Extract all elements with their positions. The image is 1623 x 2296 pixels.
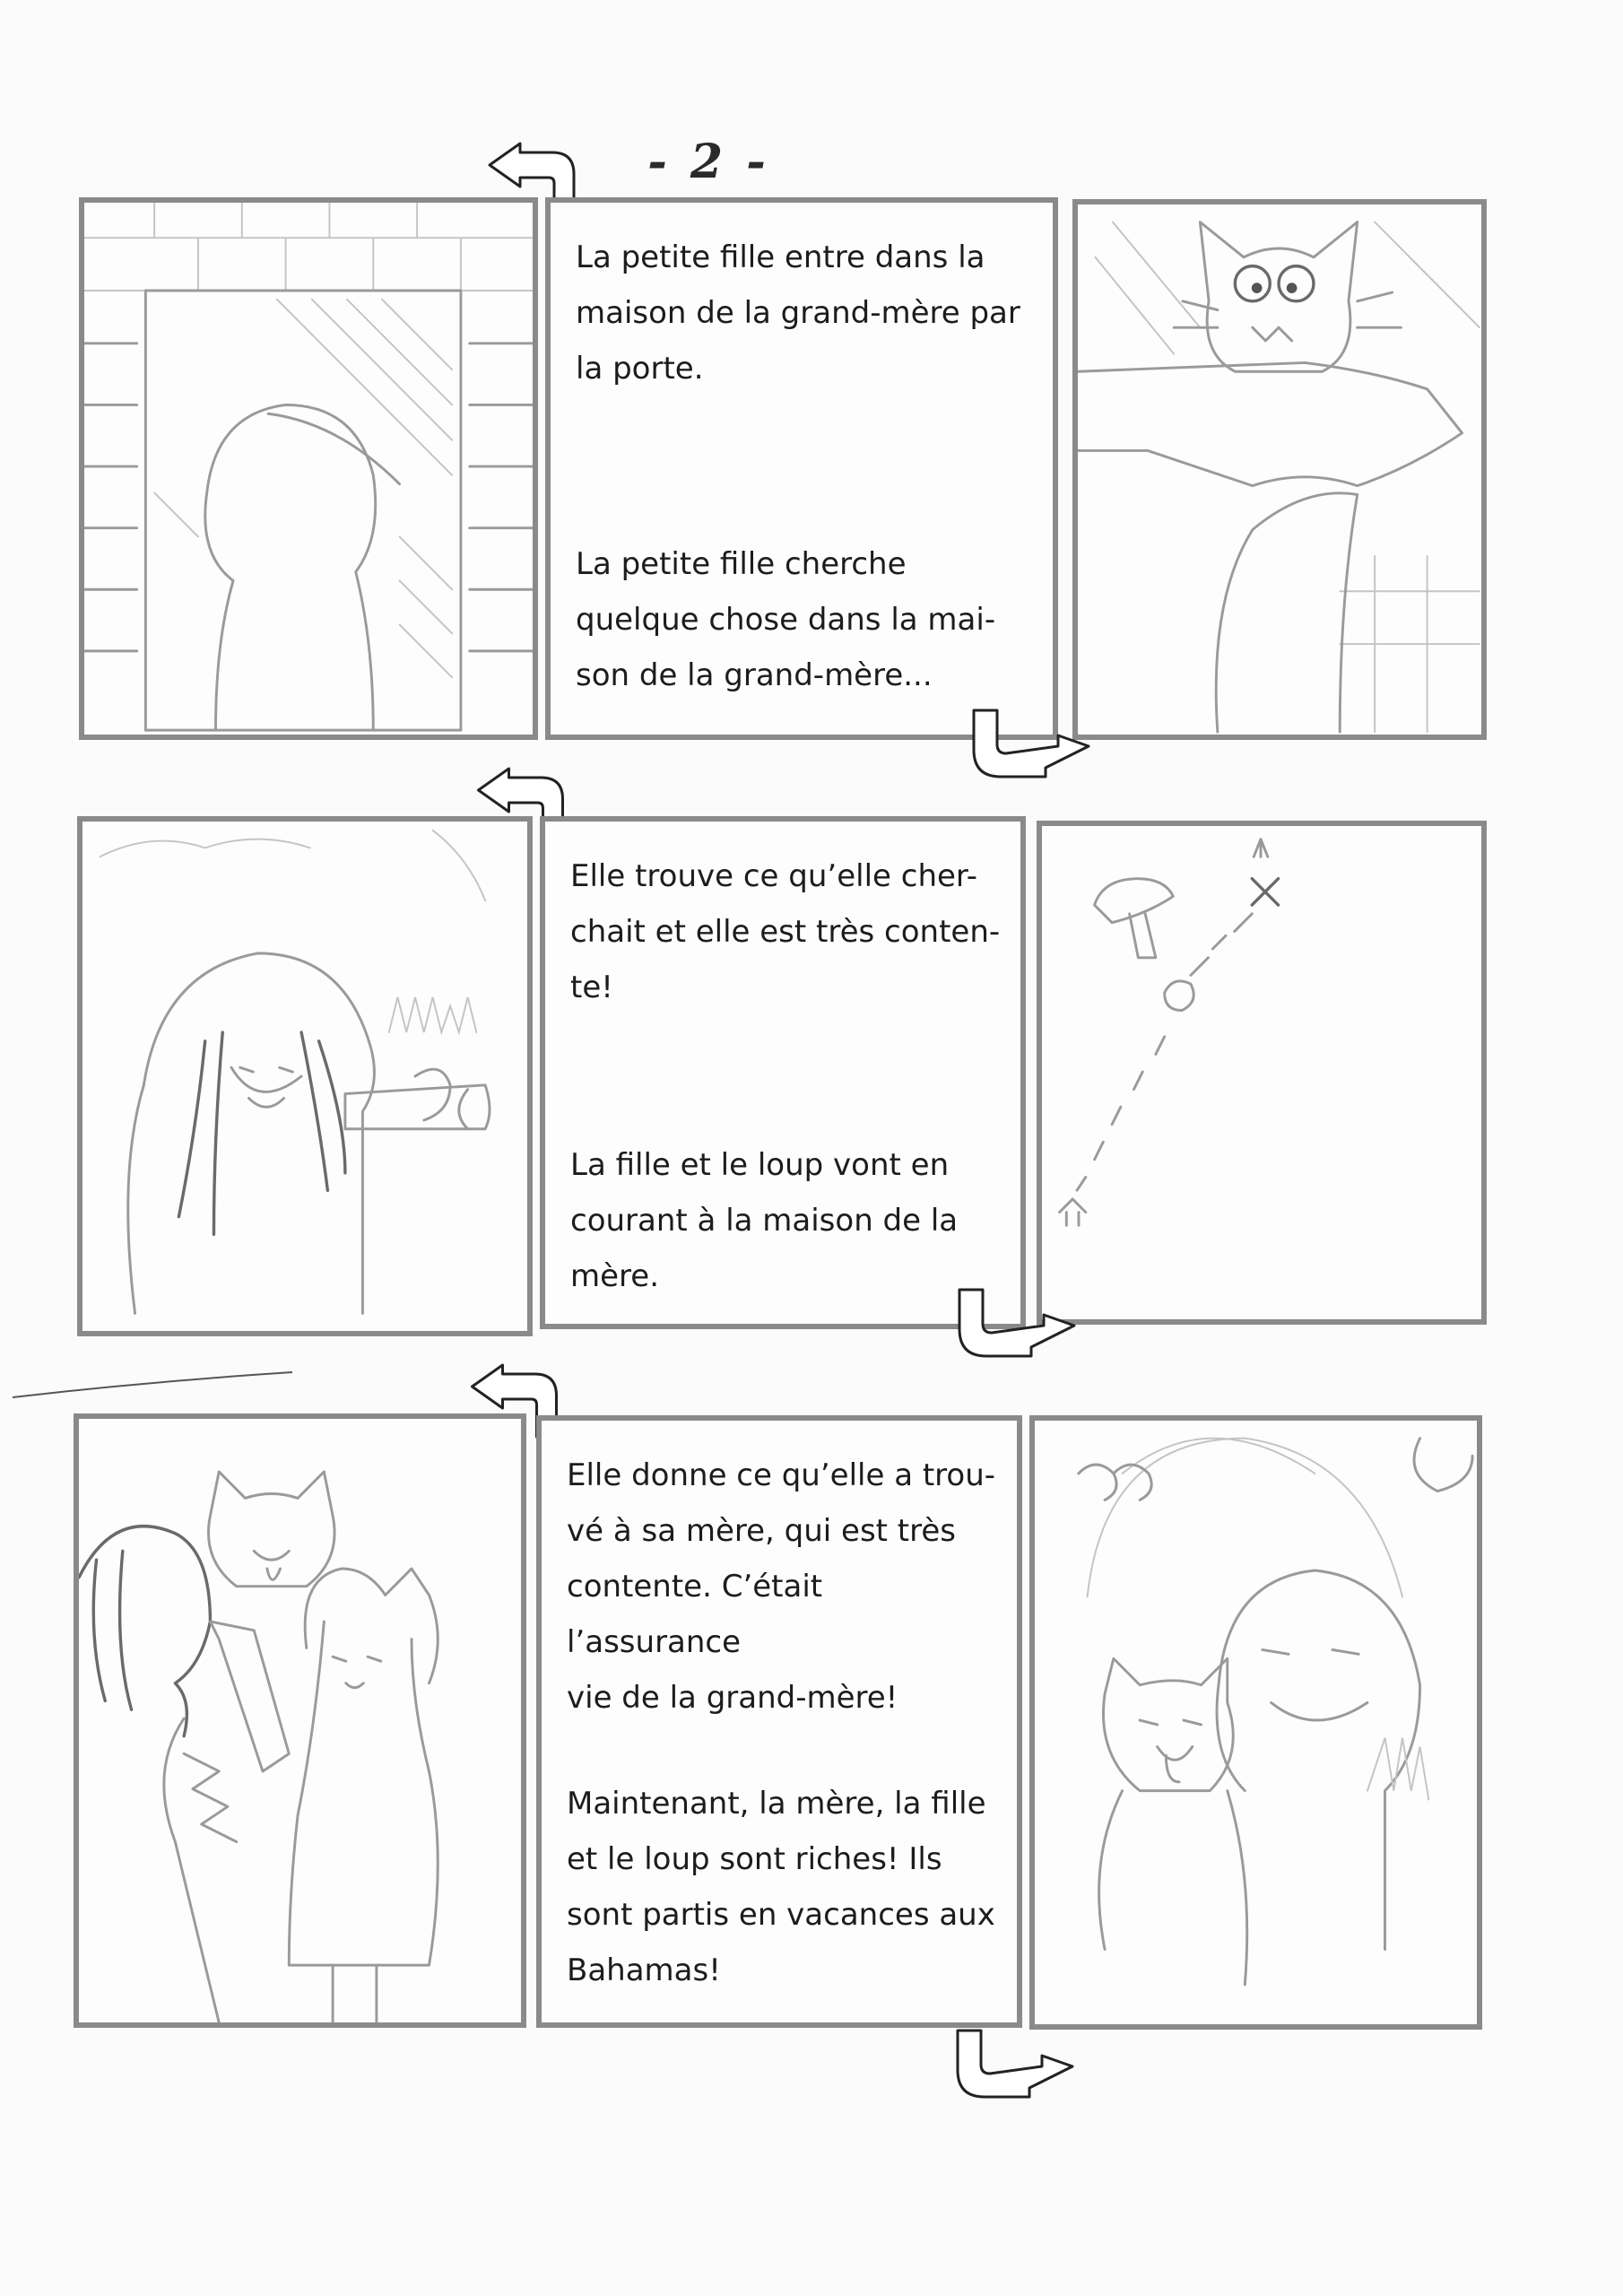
panel-doorway <box>79 197 538 740</box>
caption-text-1b: La petite fille cherche quelque chose dans la mai- son de la grand-mère... <box>576 546 996 693</box>
stray-pencil-line <box>9 1363 296 1399</box>
curved-arrow-icon <box>970 709 1096 780</box>
panel-path-map <box>1037 821 1487 1325</box>
panel-happy-ending <box>1029 1415 1482 2030</box>
panel-wolf-in-bed <box>1072 199 1487 740</box>
caption-text-2b: La fille et le loup vont en courant à la maison de la mère. <box>570 1147 959 1294</box>
panel-gift-to-mother <box>74 1413 526 2028</box>
caption-panel-2 <box>540 816 1026 1329</box>
caption-text-3b: Maintenant, la mère, la fille et le loup sont riches! Ils sont partis en vacances aux Bahamas! <box>567 1786 995 1988</box>
caption-text-1a: La petite fille entre dans la maison de la grand-mère par la porte. <box>576 239 1020 387</box>
page-number: - 2 - <box>647 135 769 189</box>
caption-text-2a: Elle trouve ce qu’elle cher- chait et elle est très conten- te! <box>570 858 1001 1005</box>
panel-girl-found-scroll <box>77 816 533 1336</box>
curved-arrow-icon <box>954 2029 1080 2100</box>
x-mark-icon <box>1252 879 1278 905</box>
caption-panel-3 <box>536 1415 1022 2028</box>
caption-panel-1 <box>545 197 1058 740</box>
curved-arrow-icon <box>956 1288 1081 1360</box>
caption-text-3a: Elle donne ce qu’elle a trou- vé à sa mère, qui est très contente. C’était l’assurance vie de la grand-mère! <box>567 1457 996 1716</box>
